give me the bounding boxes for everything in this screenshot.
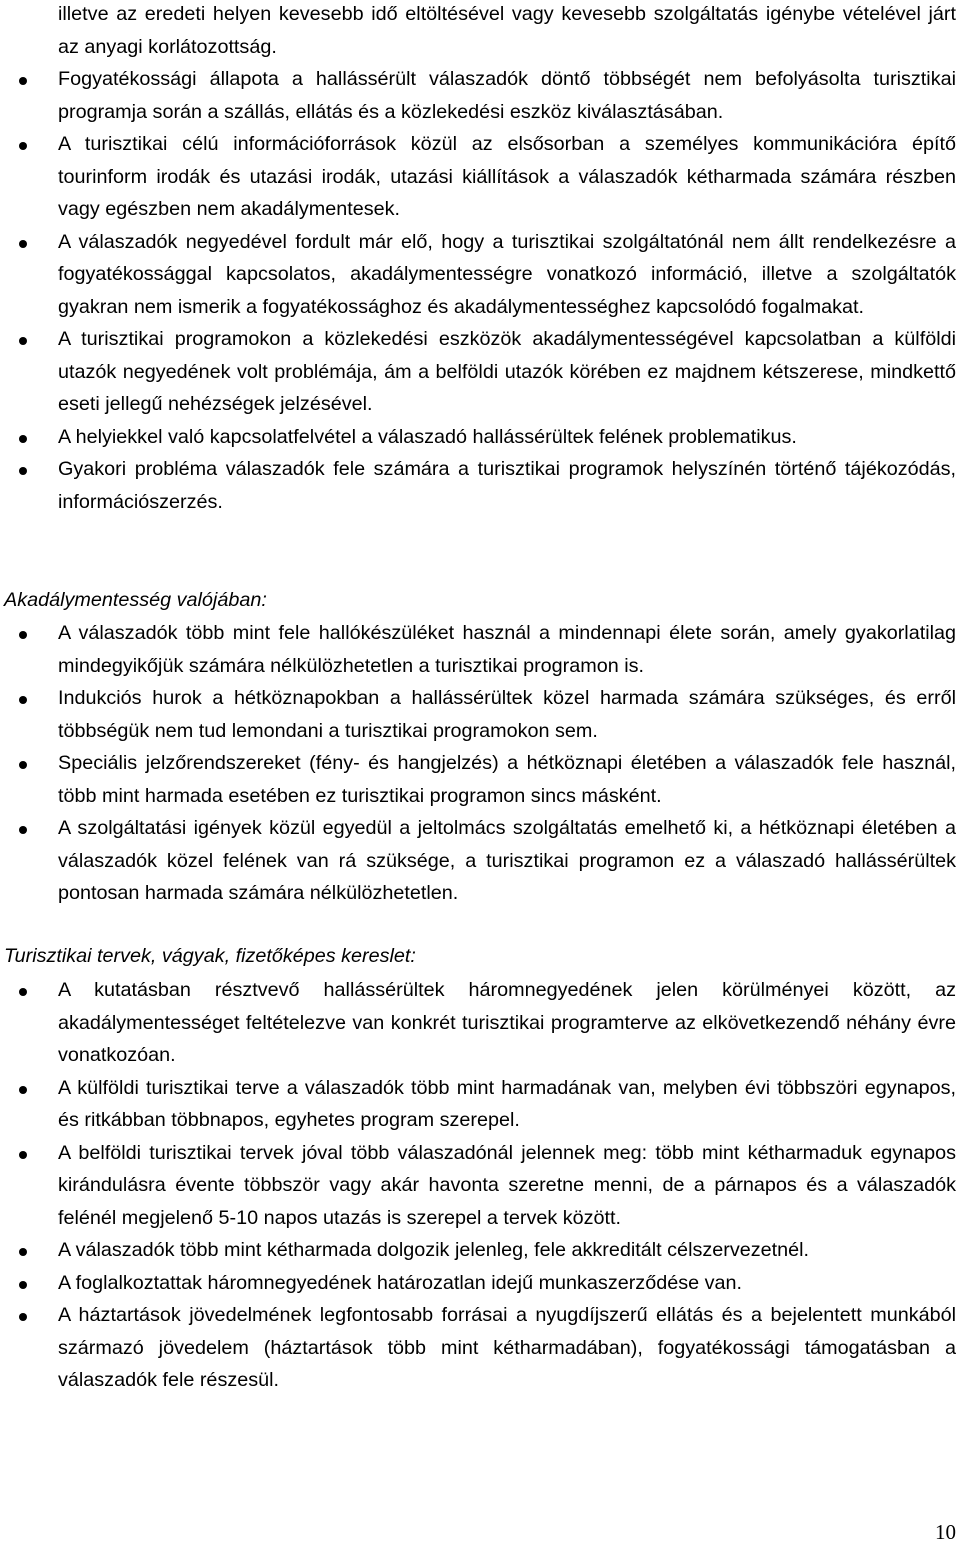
list-item bbox=[58, 974, 956, 1072]
list-item-text: Indukciós hurok a hétköznapokban a hallássérültek közel harmada számára szükséges, és erről többségük nem tud lemondani a turisztikai programokon sem. bbox=[58, 687, 956, 742]
bullet-icon bbox=[19, 435, 27, 443]
page-number: 10 bbox=[935, 1520, 956, 1544]
bullet-icon bbox=[19, 1151, 27, 1159]
list-item-text: A turisztikai programokon a közlekedési eszközök akadálymentességével kapcsolatban a külföldi utazók negyedének volt problémája, ám a belföldi utazók körében ez majdnem kétszerese, mindkettő eseti jellegű nehézségek jelzésével. bbox=[58, 328, 956, 415]
bullet-icon bbox=[19, 826, 27, 834]
list-item bbox=[58, 682, 956, 747]
section-1 bbox=[0, 0, 960, 518]
list-item-text: Gyakori probléma válaszadók fele számára a turisztikai programok helyszínén történő tájékozódás, információszerzés. bbox=[58, 458, 956, 513]
list-item bbox=[58, 421, 956, 454]
list-item bbox=[58, 1072, 956, 1137]
list-item bbox=[58, 1299, 956, 1397]
list-item-text: A válaszadók több mint kétharmada dolgozik jelenleg, fele akkreditált célszervezetnél. bbox=[58, 1239, 810, 1261]
section-heading-accessibility: Akadálymentesség valójában: bbox=[4, 589, 267, 611]
list-item-text: A külföldi turisztikai terve a válaszadók több mint harmadának van, melyben évi többszöri egynapos, és ritkábban többnapos, egyhetes program szerepel. bbox=[58, 1076, 956, 1131]
continuation-paragraph: illetve az eredeti helyen kevesebb idő eltöltésével vagy kevesebb szolgáltatás igénybe vételével járt az anyagi korlátozottság. bbox=[58, 3, 956, 58]
list-item bbox=[58, 226, 956, 324]
list-item-text: A foglalkoztattak háromnegyedének határozatlan idejű munkaszerződése van. bbox=[58, 1271, 742, 1294]
bullet-list-1 bbox=[0, 63, 960, 518]
list-item bbox=[58, 812, 956, 910]
bullet-icon bbox=[19, 142, 27, 150]
bullet-icon bbox=[19, 77, 27, 85]
list-item bbox=[58, 323, 956, 421]
list-item-text: A háztartások jövedelmének legfontosabb forrásai a nyugdíjszerű ellátás és a bejelentett munkából származó jövedelem (háztartások több mint kétharmadában), fogyatékossági támogatásban a válaszadók fele részesül. bbox=[58, 1304, 956, 1391]
list-item-text: A belföldi turisztikai tervek jóval több válaszadónál jelennek meg: több mint kétharmaduk egynapos kirándulásra évente többször vagy akár havonta szeretne menni, de a párnapos és a válaszadók felénél megjelenő 5-10 napos utazás is szerepel a tervek között. bbox=[58, 1141, 956, 1229]
list-item-text: A helyiekkel való kapcsolatfelvétel a válaszadó hallássérültek felének problematikus. bbox=[58, 425, 797, 448]
list-item bbox=[58, 1137, 956, 1235]
list-item-text: Fogyatékossági állapota a hallássérült válaszadók döntő többségét nem befolyásolta turisztikai programja során a szállás, ellátás és a közlekedési eszköz kiválasztásában. bbox=[58, 68, 956, 123]
list-item-text: A turisztikai célú információforrások közül az elsősorban a személyes kommunikációra építő tourinform irodák és utazási irodák, utazási kiállítások a válaszadók kétharmada számára részben vagy egészben nem akadálymentesek. bbox=[58, 133, 956, 220]
bullet-icon bbox=[19, 467, 27, 475]
bullet-icon bbox=[19, 696, 27, 704]
bullet-icon bbox=[19, 761, 27, 769]
list-item bbox=[58, 1267, 956, 1300]
bullet-icon bbox=[19, 1248, 27, 1256]
list-item bbox=[58, 747, 956, 812]
bullet-icon bbox=[19, 1086, 27, 1094]
list-item-text: Speciális jelzőrendszereket (fény- és hangjelzés) a hétköznapi életében a válaszadók fele használ, több mint harmada esetében ez turisztikai programon sincs másként. bbox=[58, 752, 956, 807]
bullet-icon bbox=[19, 1313, 27, 1321]
bullet-icon bbox=[19, 988, 27, 996]
list-item bbox=[58, 128, 956, 226]
list-item bbox=[58, 63, 956, 128]
bullet-icon bbox=[19, 240, 27, 248]
bullet-icon bbox=[19, 337, 27, 345]
section-3 bbox=[0, 974, 960, 1397]
bullet-icon bbox=[19, 631, 27, 639]
bullet-list-3 bbox=[0, 974, 960, 1397]
list-item-text: A szolgáltatási igények közül egyedül a jeltolmács szolgáltatás emelhető ki, a hétköznapi életében a válaszadók közel felének van rá szüksége, a turisztikai programon ez a válaszadó hallássérültek pontosan harmada számára nélkülözhetetlen. bbox=[58, 817, 956, 904]
list-item bbox=[58, 617, 956, 682]
list-item-text: A válaszadók negyedével fordult már elő, hogy a turisztikai szolgáltatónál nem állt rendelkezésre a fogyatékossággal kapcsolatos, akadálymentességre vonatkozó információ, illetve a szolgáltatók gyakran nem ismerik a fogyatékossághoz és akadálymentességhez kapcsolódó fogalmakat. bbox=[58, 230, 956, 318]
list-item bbox=[58, 1234, 956, 1267]
bullet-list-2 bbox=[0, 617, 960, 910]
list-item-text: A válaszadók több mint fele hallókészüléket használ a mindennapi élete során, amely gyakorlatilag mindegyikőjük számára nélkülözhetetlen a turisztikai programon is. bbox=[58, 622, 956, 677]
bullet-icon bbox=[19, 1281, 27, 1289]
list-item bbox=[58, 453, 956, 518]
section-heading-travel-plans: Turisztikai tervek, vágyak, fizetőképes kereslet: bbox=[4, 945, 416, 967]
section-2 bbox=[0, 617, 960, 910]
list-item-text: A kutatásban résztvevő hallássérültek háromnegyedének jelen körülményei között, az akadálymentességet feltételezve van konkrét turisztikai programterve az elkövetkezendő néhány évre vonatkozóan. bbox=[58, 979, 956, 1066]
